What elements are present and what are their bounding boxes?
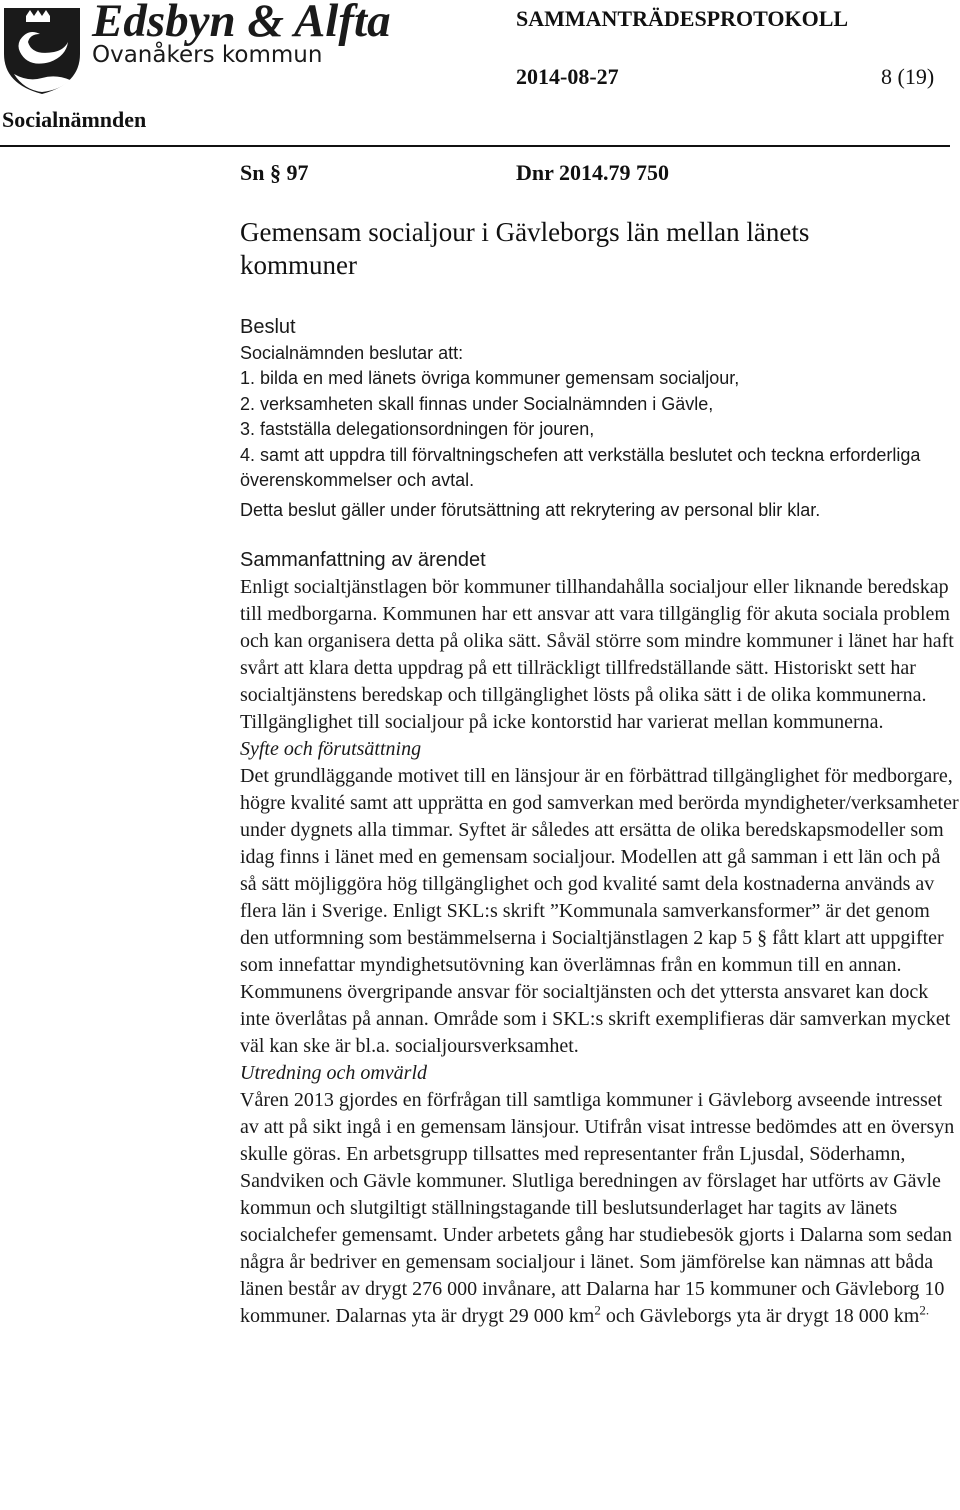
header-divider (0, 145, 950, 147)
section-spacer (240, 524, 960, 547)
subheading-utredning: Utredning och omvärld (240, 1061, 428, 1084)
beslut-item: 1. bilda en med länets övriga kommuner gemensam socialjour, (240, 368, 740, 389)
swan-crest-icon (2, 2, 82, 94)
beslut-item: 2. verksamheten skall finnas under Socialnämnden i Gävle, (240, 393, 714, 414)
logo-subtitle: Ovanåkers kommun (92, 42, 323, 68)
logo-title: Edsbyn & Alfta (92, 0, 391, 47)
superscript: 2. (919, 1302, 930, 1318)
utredning-text-continued: och Gävleborgs yta är drygt 18 000 km (600, 1304, 920, 1327)
summary-section (240, 574, 960, 1330)
beslut-item: 3. fastställa delegationsordningen för jouren, (240, 419, 595, 440)
document-body (240, 314, 960, 1330)
superscript: 2 (594, 1302, 601, 1318)
page-number: 8 (19) (881, 64, 935, 89)
meeting-date: 2014-08-27 (516, 64, 619, 89)
organisation-name: Socialnämnden (2, 107, 147, 132)
beslut-section (240, 314, 960, 524)
case-title: Gemensam socialjour i Gävleborgs län mellan länets kommuner (240, 217, 810, 280)
subheading-syfte: Syfte och förutsättning (240, 737, 422, 760)
utredning-paragraph (240, 1087, 960, 1330)
diary-number: Dnr 2014.79 750 (516, 160, 669, 185)
summary-paragraph: Enligt socialtjänstlagen bör kommuner tillhandahålla socialjour eller liknande beredskap till medborgarna. Kommunen har ett ansvar att vara tillgänglig för akuta sociala problem och kan organisera detta på olika sätt. Såväl större som mindre kommuner i länet har haft svårt att klara detta uppdrag på ett tillräckligt tillfredställande sätt. Historiskt sett har socialtjänstens beredskap och tillgänglighet lösts på olika sätt i de olika kommunerna. Tillgänglighet till socialjour på icke kontorstid har varierat mellan kommunerna. (240, 575, 954, 733)
beslut-item: 4. samt att uppdra till förvaltningschefen att verkställa beslutet och teckna erforderliga överenskommelser och avtal. (240, 444, 921, 491)
municipality-logo (2, 0, 391, 100)
document-type: SAMMANTRÄDESPROTOKOLL (516, 6, 849, 31)
case-number: Sn § 97 (240, 160, 309, 185)
summary-heading: Sammanfattning av ärendet (240, 548, 486, 571)
syfte-paragraph: Det grundläggande motivet till en länsjour är en förbättrad tillgänglighet för medborgare, högre kvalité samt att upprätta en god samverkan med berörda myndigheter/verksamheter under dygnets alla timmar. Syftet är således att ersätta de olika beredskapsmodeller som idag finns i länet med en gemensam socialjour. Modellen att gå samman i ett län och på så sätt möjliggöra hög tillgänglighet och god kvalité samt dela kostnaderna används av flera län i Sverige. Enligt SKL:s skrift ”Kommunala samverkansformer” är det genom den utformning som bestämmelserna i Socialtjänstlagen 2 kap 5 § fått klart att uppgifter som innefattar myndighetsutövning kan överlämnas från en kommun till en annan. Kommunens övergripande ansvar för socialtjänsten och det yttersta ansvaret kan dock inte överlåtas på annan. Område som i SKL:s skrift exemplifieras där samverkan mycket väl kan ske är bl.a. socialjoursverksamhet. (240, 764, 959, 1057)
beslut-heading: Beslut (240, 316, 296, 338)
summary-heading-block (240, 547, 960, 574)
utredning-text: Våren 2013 gjordes en förfrågan till samtliga kommuner i Gävleborg avseende intresset av att på sikt ingå i en gemensam länsjour. Utifrån visat intresse bedömdes att en översyn skulle göras. En arbetsgrupp tillsattes med representanter från Ljusdal, Söderhamn, Sandviken och Gävle kommuner. Slutliga beredningen av förslaget har utförts av Gävle kommun och slutgiltigt ställningstagande till beslutsunderlaget har tagits av länets socialchefer gemensamt. Under arbetets gång har studiebesök gjorts i Dalarna som sedan några år bedriver en gemensam socialjour i länet. Som jämförelse kan nämnas att båda länen består av drygt 276 000 invånare, att Dalarna har 15 kommuner och Gävleborg 10 kommuner. Dalarnas yta är drygt 29 000 km (240, 1088, 955, 1327)
beslut-intro: Socialnämnden beslutar att: (240, 343, 464, 363)
beslut-note: Detta beslut gäller under förutsättning att rekrytering av personal blir klar. (240, 500, 821, 521)
